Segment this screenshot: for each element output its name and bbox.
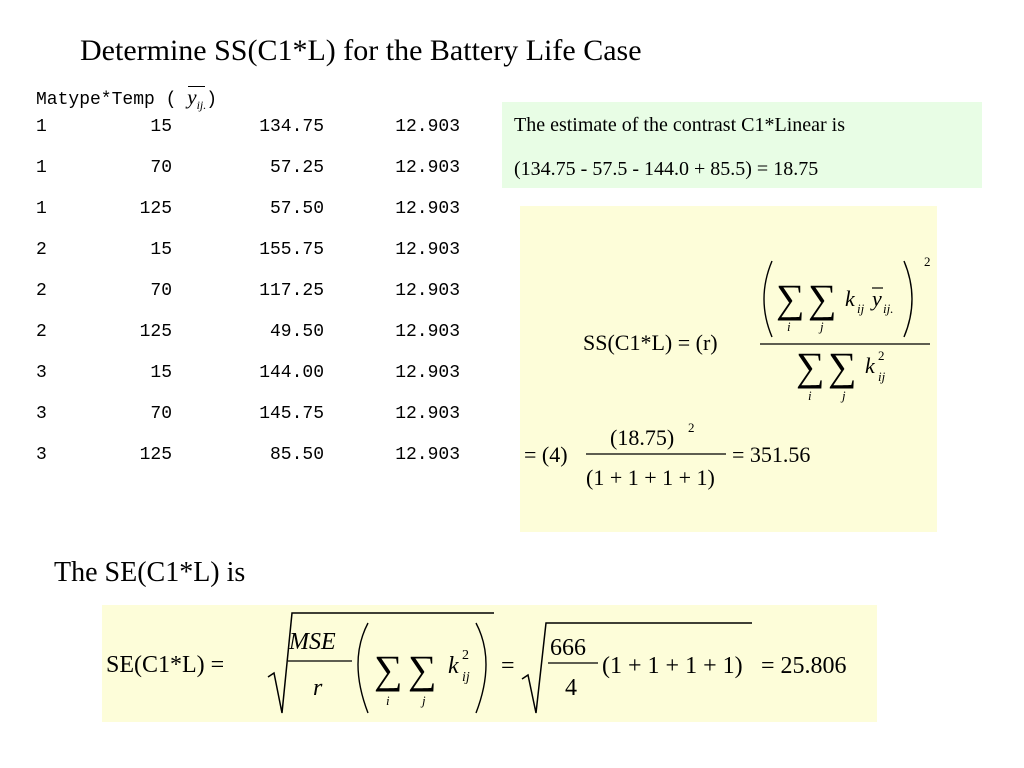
se-lhs: SE(C1*L) = (106, 652, 225, 678)
std-error-cell: 12.903 (395, 199, 460, 219)
se-right-paren-icon (476, 623, 486, 713)
contrast-line-2: (134.75 - 57.5 - 144.0 + 85.5) = 18.75 (514, 158, 819, 180)
material-type-cell: 3 (36, 363, 47, 383)
slide-title: Determine SS(C1*L) for the Battery Life Case (80, 34, 642, 67)
se-k-subscript: ij (462, 670, 470, 685)
std-error-cell: 12.903 (395, 445, 460, 465)
se-numerator: 666 (550, 635, 586, 661)
material-type-cell: 3 (36, 445, 47, 465)
table-row (30, 116, 466, 157)
den-index-i: i (808, 388, 812, 403)
sigma-i-icon: ∑ (776, 276, 805, 321)
temperature-cell: 70 (150, 281, 172, 301)
material-type-cell: 1 (36, 158, 47, 178)
k-symbol: k (845, 286, 855, 311)
line2-numerator: (18.75) (610, 425, 675, 450)
contrast-line-1: The estimate of the contrast C1*Linear is (514, 114, 846, 136)
std-error-cell: 12.903 (395, 281, 460, 301)
temperature-cell: 70 (150, 404, 172, 424)
mean-cell: 49.50 (269, 322, 324, 342)
se-k-square: 2 (462, 648, 469, 663)
se-k-symbol: k (448, 653, 459, 679)
line2-denominator: (1 + 1 + 1 + 1) (586, 465, 715, 490)
temperature-cell: 70 (150, 158, 172, 178)
std-error-cell: 12.903 (395, 322, 460, 342)
ss-formula (520, 206, 937, 532)
std-error-cell: 12.903 (395, 158, 460, 178)
index-i: i (787, 319, 791, 334)
std-error-cell: 12.903 (395, 363, 460, 383)
den-sigma-i-icon: ∑ (796, 344, 825, 389)
mean-cell: 145.75 (259, 404, 324, 424)
table-row (30, 403, 466, 444)
header-prefix: Matype*Temp ( (36, 90, 188, 110)
table-row (30, 444, 466, 485)
temperature-cell: 15 (150, 240, 172, 260)
mse-symbol: MSE (289, 629, 336, 655)
index-j: j (820, 319, 824, 334)
se-sum: (1 + 1 + 1 + 1) (602, 653, 743, 679)
left-paren-icon (764, 261, 772, 337)
se-denominator: 4 (565, 675, 577, 701)
r-symbol: r (313, 675, 323, 701)
se-sigma-i-icon: ∑ (374, 647, 403, 692)
temperature-cell: 125 (139, 445, 172, 465)
se-formula (102, 605, 877, 722)
temperature-cell: 15 (150, 363, 172, 383)
material-type-cell: 2 (36, 322, 47, 342)
table-header (36, 85, 217, 113)
se-index-i: i (386, 693, 390, 708)
y-bar-symbol: $y_{ij.}$ (187, 85, 207, 113)
ss-formula-box (520, 206, 937, 532)
mean-cell: 57.25 (269, 158, 324, 178)
mean-cell: 85.50 (269, 445, 324, 465)
y-subscript: ij. (883, 301, 894, 316)
se-heading: The SE(C1*L) is (54, 557, 246, 588)
line2-prefix: = (4) (524, 442, 568, 467)
se-formula-box (102, 605, 877, 722)
den-sigma-j-icon: ∑ (828, 344, 857, 389)
right-paren-icon (904, 261, 912, 337)
se-equals: = (501, 653, 515, 679)
den-k-subscript: ij (878, 369, 886, 384)
material-type-cell: 3 (36, 404, 47, 424)
den-k-square: 2 (878, 348, 885, 363)
se-index-j: j (422, 693, 426, 708)
mean-cell: 57.50 (269, 199, 324, 219)
se-sigma-j-icon: ∑ (408, 647, 437, 692)
table-row (30, 362, 466, 403)
mean-cell: 144.00 (259, 363, 324, 383)
material-type-cell: 1 (36, 117, 47, 137)
material-type-cell: 2 (36, 240, 47, 260)
std-error-cell: 12.903 (395, 404, 460, 424)
den-index-j: j (842, 388, 846, 403)
temperature-cell: 15 (150, 117, 172, 137)
line2-num-exponent: 2 (688, 420, 695, 435)
std-error-cell: 12.903 (395, 117, 460, 137)
den-k-symbol: k (865, 353, 875, 378)
header-suffix: ) (206, 90, 218, 110)
table-row (30, 198, 466, 239)
material-type-cell: 2 (36, 281, 47, 301)
mean-cell: 134.75 (259, 117, 324, 137)
table-row (30, 280, 466, 321)
means-table (30, 116, 466, 485)
se-left-paren-icon (358, 623, 368, 713)
mean-cell: 155.75 (259, 240, 324, 260)
temperature-cell: 125 (139, 322, 172, 342)
temperature-cell: 125 (139, 199, 172, 219)
table-row (30, 157, 466, 198)
table-row (30, 321, 466, 362)
se-result: = 25.806 (761, 653, 847, 679)
y-symbol: y (872, 286, 882, 311)
contrast-estimate-box (502, 102, 982, 188)
k-subscript: ij (857, 301, 865, 316)
material-type-cell: 1 (36, 199, 47, 219)
table-row (30, 239, 466, 280)
ss-lhs: SS(C1*L) = (r) (583, 330, 718, 355)
outer-exponent: 2 (924, 254, 931, 269)
ss-result: = 351.56 (732, 442, 811, 467)
mean-cell: 117.25 (259, 281, 324, 301)
sigma-j-icon: ∑ (808, 276, 837, 321)
std-error-cell: 12.903 (395, 240, 460, 260)
